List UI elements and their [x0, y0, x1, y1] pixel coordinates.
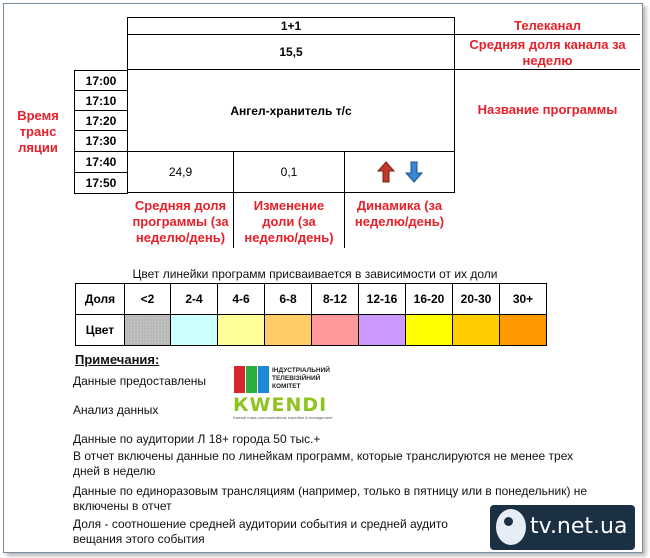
- range-cell: 12-16: [359, 284, 406, 315]
- color-swatch: [265, 315, 312, 346]
- arrow-down-icon: [405, 161, 423, 183]
- range-cell: 6-8: [265, 284, 312, 315]
- kwendi-logo-mark: КWЕNDI: [233, 394, 328, 416]
- notes-title: Примечания:: [75, 352, 160, 367]
- color-swatch: [406, 315, 453, 346]
- tv-logo-icon: [496, 509, 526, 545]
- channel-name-cell: [127, 17, 455, 35]
- note-line: Данные по аудитории Л 18+ города 50 тыс.+: [73, 432, 321, 446]
- program-name-cell: [127, 69, 455, 152]
- kwendi-logo-tagline: Kwendi mass communications expertise & management: [233, 415, 333, 420]
- share-change-cell: [233, 151, 345, 193]
- arrow-up-icon: [377, 161, 395, 183]
- channel-share-cell: [127, 34, 455, 70]
- channel-label: Телеканал: [514, 18, 581, 33]
- tv-net-ua-watermark: [490, 505, 635, 550]
- color-swatch: [171, 315, 218, 346]
- color-row-label: Цвет: [76, 315, 125, 346]
- share-row-label: Доля: [76, 284, 125, 315]
- time-slot: 17:10: [74, 90, 128, 111]
- broadcast-time-label: Время транс ляции: [17, 108, 59, 155]
- range-cell: 2-4: [171, 284, 218, 315]
- share-legend-table: [75, 283, 547, 346]
- itk-logo: [234, 366, 334, 394]
- divider: [455, 34, 640, 35]
- share-change-value: 0,1: [280, 165, 298, 179]
- time-slot: 17:40: [74, 151, 128, 173]
- channel-name: 1+1: [280, 19, 302, 33]
- itk-logo-bars: [234, 366, 270, 393]
- note-line: Доля - соотношение средней аудитории события и средней аудито вещания этого события: [73, 517, 448, 546]
- dynamics-cell: [344, 151, 455, 193]
- watermark-text: tv.net.ua: [530, 514, 628, 539]
- tv-logo-dot: [504, 517, 513, 526]
- share-row: [76, 284, 547, 315]
- channel-share-label: Средняя доля канала за неделю: [469, 37, 626, 68]
- kwendi-logo: [233, 396, 333, 420]
- color-swatch: [359, 315, 406, 346]
- color-swatch: [125, 315, 171, 346]
- time-slot: 17:00: [74, 70, 128, 91]
- time-slot: 17:50: [74, 172, 128, 194]
- program-name-label: Название программы: [477, 102, 618, 117]
- time-slot: 17:20: [74, 110, 128, 131]
- data-provided-text: Данные предоставлены: [73, 374, 207, 388]
- legend-caption: Цвет линейки программ присваивается в зависимости от их доли: [132, 267, 498, 281]
- color-row: [76, 315, 547, 346]
- program-share-cell: [127, 151, 234, 193]
- color-swatch: [453, 315, 500, 346]
- range-cell: 16-20: [406, 284, 453, 315]
- time-slot: 17:30: [74, 130, 128, 152]
- itk-logo-text: КОМІТЕТ: [272, 383, 301, 390]
- data-analysis-text: Анализ данных: [73, 403, 159, 417]
- divider: [455, 69, 640, 70]
- color-swatch: [218, 315, 265, 346]
- range-cell: 30+: [500, 284, 547, 315]
- itk-logo-text: ІНДУСТРІАЛЬНИЙ: [272, 367, 330, 374]
- range-cell: 20-30: [453, 284, 500, 315]
- program-name: Ангел-хранитель т/с: [230, 103, 352, 118]
- program-share-value: 24,9: [168, 165, 193, 179]
- share-change-label: Изменение доли (за неделю/день): [244, 198, 334, 245]
- program-share-label: Средняя доля программы (за неделю/день): [132, 198, 229, 245]
- range-cell: 8-12: [312, 284, 359, 315]
- color-swatch: [500, 315, 547, 346]
- itk-logo-text: ТЕЛЕВІЗІЙНИЙ: [272, 375, 321, 382]
- channel-share-value: 15,5: [279, 45, 303, 59]
- note-line: В отчет включены данные по линейкам программ, которые транслируются не менее трех дней в неделю: [73, 449, 574, 478]
- range-cell: 4-6: [218, 284, 265, 315]
- color-swatch: [312, 315, 359, 346]
- note-line: Данные по единоразовым трансляциям (например, только в пятницу или в понедельник) не включены в отчет: [73, 484, 588, 513]
- dynamics-label: Динамика (за неделю/день): [354, 198, 445, 229]
- range-cell: <2: [125, 284, 171, 315]
